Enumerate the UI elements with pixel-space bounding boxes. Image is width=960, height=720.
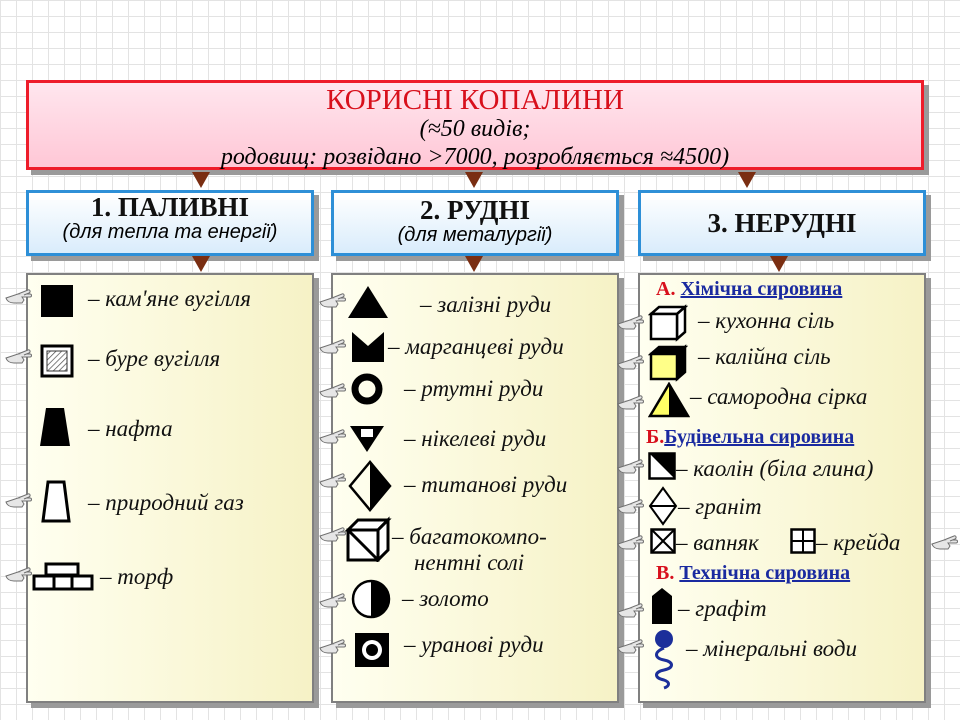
pointer-hand-icon [930,532,960,554]
arrow-ore-panel [465,256,483,272]
pointer-hand-icon [318,426,348,448]
filled-square-icon [40,284,74,318]
pointer-hand-icon [318,470,348,492]
diagonal-square-icon [648,452,676,480]
nonmetal-item-native-sulfur: – самородна сірка [690,384,868,409]
half-circle-icon [350,578,392,620]
category-ore-subtitle: (для металургії) [397,224,553,246]
notched-square-icon [350,330,386,364]
cube-icon [344,516,392,562]
section-chemical-letter: А. [656,278,676,300]
crossed-square-icon [650,528,676,554]
category-ore-title: 2. РУДНІ [420,195,530,225]
fuel-item-oil: – нафта [88,416,173,441]
filled-triangle-icon [346,284,390,320]
ore-item-uranium: – уранові руди [404,632,544,657]
pointer-hand-icon [318,636,348,658]
pointer-hand-icon [4,286,34,308]
nonmetal-item-potash-salt: – калійна сіль [698,344,831,369]
header-line1: (≈50 видів; [419,116,531,142]
pentagon-icon [650,586,674,626]
arrow-nonmetal-panel [770,256,788,272]
pointer-hand-icon [318,336,348,358]
ore-item-multicomponent-salts-line2: нентні солі [414,550,525,575]
pointer-hand-icon [4,346,34,368]
pointer-hand-icon [318,380,348,402]
section-chemical-title: Хімічна сировина [680,278,843,300]
pointer-hand-icon [4,490,34,512]
white-cube-icon [648,304,688,342]
pointer-hand-icon [318,590,348,612]
circle-in-square-icon [354,632,390,668]
fuel-item-hard-coal: – кам'яне вугілля [88,286,251,311]
filled-trapezoid-icon [38,406,72,448]
pointer-hand-icon [616,532,646,554]
category-fuel-subtitle: (для тепла та енергії) [62,221,278,243]
arrow-to-ore [465,172,483,188]
nonmetal-item-limestone: – вапняк [676,530,759,555]
pointer-hand-icon [616,600,646,622]
category-nonmetal-title: 3. НЕРУДНІ [707,208,857,238]
section-chemical [656,278,842,301]
header-box [26,80,924,170]
pointer-hand-icon [616,392,646,414]
outline-trapezoid-icon [40,480,72,524]
ore-item-nickel: – нікелеві руди [404,426,547,451]
ring-icon [350,372,384,406]
category-ore [331,190,619,256]
pointer-hand-icon [616,456,646,478]
section-construction-title: Будівельна сировина [664,426,855,448]
pointer-hand-icon [616,636,646,658]
nonmetal-item-chalk: – крейда [816,530,901,555]
arrow-to-nonmetal [738,172,756,188]
category-nonmetal [638,190,926,256]
arrow-to-fuel [192,172,210,188]
spring-icon [648,628,678,690]
section-technical-title: Технічна сировина [679,562,851,584]
section-technical-letter: В. [656,562,675,584]
ore-item-multicomponent-salts: – багатокомпо- [392,524,547,549]
pointer-hand-icon [616,496,646,518]
category-fuel-title: 1. ПАЛИВНІ [90,192,250,222]
pointer-hand-icon [318,290,348,312]
section-construction [646,426,854,449]
pointer-hand-icon [616,352,646,374]
nonmetal-item-table-salt: – кухонна сіль [698,308,835,333]
pointer-hand-icon [4,564,34,586]
category-fuel [26,190,314,256]
nonmetal-item-mineral-waters: – мінеральні води [686,636,857,661]
yellow-cube-icon [648,344,688,382]
section-technical [656,562,850,585]
header-title: КОРИСНІ КОПАЛИНИ [326,84,624,116]
arrow-fuel-panel [192,256,210,272]
diamond-icon [648,486,678,526]
fuel-item-natural-gas: – природний газ [88,490,244,515]
hatched-square-icon [40,344,74,378]
grid-square-icon [790,528,816,554]
ore-item-manganese: – марганцеві руди [388,334,564,359]
pointer-hand-icon [616,312,646,334]
fuel-item-peat: – торф [100,564,174,589]
ore-item-titanium: – титанові руди [404,472,568,497]
fuel-item-brown-coal: – буре вугілля [88,346,221,371]
half-triangle-icon [648,382,690,418]
nonmetal-item-graphite: – графіт [678,596,767,621]
header-line2: родовищ: розвідано >7000, розробляється ≈4500) [220,144,730,170]
ore-item-iron: – залізні руди [420,292,552,317]
nonmetal-item-granite: – граніт [678,494,762,519]
section-construction-letter: Б. [646,426,665,448]
brick-icon [32,562,94,592]
nonmetal-item-kaolin: – каолін (біла глина) [676,456,874,481]
ore-item-mercury: – ртутні руди [404,376,544,401]
ore-item-gold: – золото [402,586,489,611]
triangle-in-square-icon [348,424,386,454]
half-diamond-icon [348,460,392,512]
